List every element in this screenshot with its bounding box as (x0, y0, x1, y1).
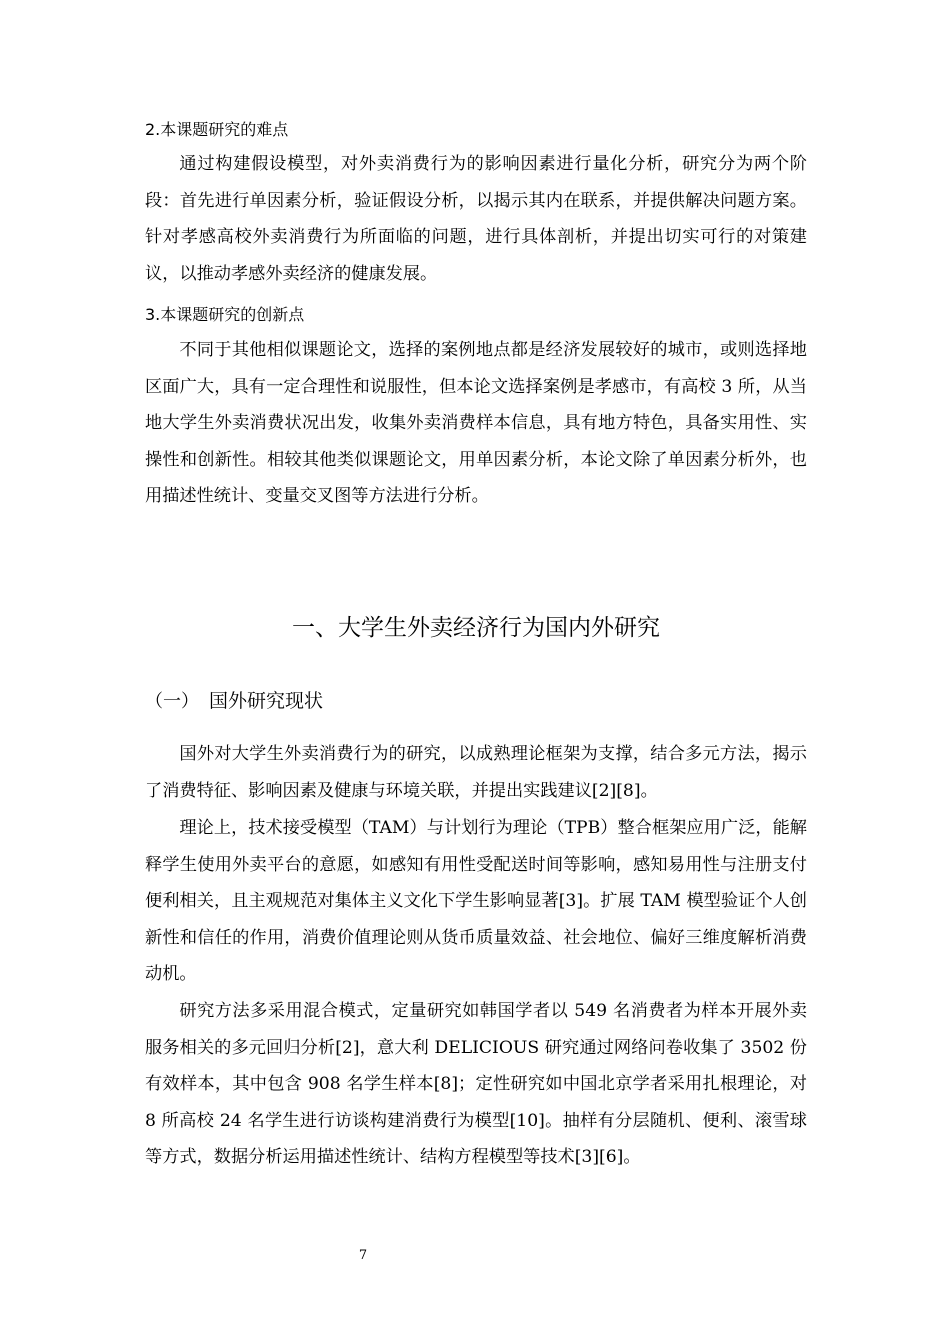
body-paragraph-2: 理论上，技术接受模型（TAM）与计划行为理论（TPB）整合框架应用广泛，能解释学生使用外卖平台的意愿，如感知有用性受配送时间等影响，感知易用性与注册支付便利相关，且主观规范对集体主义文化下学生影响显著[3]。扩展 TAM 模型验证个人创新性和信任的作用，消费价值理论则从货币质量效益、社会地位、偏好三维度解析消费动机。 (145, 818, 807, 985)
section-title: 国外研究现状 (209, 690, 324, 712)
page-number: 7 (358, 1248, 368, 1263)
innovation-heading: 3.本课题研究的创新点 (145, 305, 305, 324)
innovation-paragraph: 不同于其他相似课题论文，选择的案例地点都是经济发展较好的城市，或则选择地区面广大，具有一定合理性和说服性，但本论文选择案例是孝感市，有高校 3 所，从当地大学生外卖消费状况出发，收集外卖消费样本信息，具有地方特色，具备实用性、实操性和创新性。相较其他类似课题论文，用单因素分析，本论文除了单因素分析外，也用描述性统计、变量交叉图等方法进行分析。 (145, 340, 807, 507)
section-heading (145, 686, 323, 717)
chapter-title: 一、大学生外卖经济行为国内外研究 (292, 615, 660, 641)
section-number: （一） (145, 691, 199, 712)
body-paragraph-3: 研究方法多采用混合模式，定量研究如韩国学者以 549 名消费者为样本开展外卖服务相关的多元回归分析[2]，意大利 DELICIOUS 研究通过网络问卷收集了 3502 份有效样本，其中包含 908 名学生样本[8]；定性研究如中国北京学者采用扎根理论，对 8 所高校 24 名学生进行访谈构建消费行为模型[10]。抽样有分层随机、便利、滚雪球等方式，数据分析运用描述性统计、结构方程模型等技术[3][6]。 (145, 1001, 807, 1168)
difficulty-heading: 2.本课题研究的难点 (145, 120, 289, 139)
difficulty-paragraph: 通过构建假设模型，对外卖消费行为的影响因素进行量化分析，研究分为两个阶段：首先进行单因素分析，验证假设分析，以揭示其内在联系，并提供解决问题方案。针对孝感高校外卖消费行为所面临的问题，进行具体剖析，并提出切实可行的对策建议，以推动孝感外卖经济的健康发展。 (145, 154, 807, 284)
body-paragraph-1: 国外对大学生外卖消费行为的研究，以成熟理论框架为支撑，结合多元方法，揭示了消费特征、影响因素及健康与环境关联，并提出实践建议[2][8]。 (145, 744, 807, 801)
